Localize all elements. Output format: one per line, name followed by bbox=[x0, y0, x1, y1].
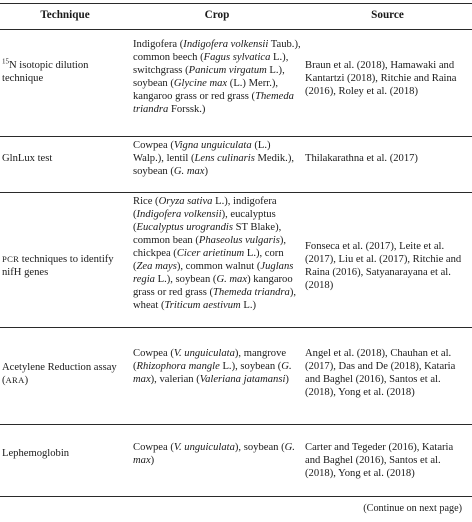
species-name: Cicer arietinum bbox=[176, 248, 245, 259]
species-name: Vigna unguiculata bbox=[173, 140, 252, 151]
species-name: V. unguiculata bbox=[173, 442, 235, 453]
species-name: Rhizophora mangle bbox=[136, 361, 220, 372]
table-row-crop bbox=[133, 195, 301, 312]
table-row-crop bbox=[133, 139, 301, 178]
crop-text: ) bbox=[204, 166, 209, 177]
crop-text: ), chickpea ( bbox=[133, 235, 287, 259]
row-divider bbox=[0, 424, 472, 425]
header-crop: Crop bbox=[204, 9, 230, 21]
crop-text: ), wheat ( bbox=[133, 287, 297, 311]
species-name: G. max bbox=[133, 361, 292, 385]
header-rule bbox=[0, 29, 472, 30]
crop-text: Forssk.) bbox=[168, 104, 206, 115]
species-name: Themeda triandra bbox=[133, 91, 294, 115]
species-name: Triticum aestivum bbox=[164, 300, 241, 311]
crop-text: ), common walnut ( bbox=[176, 261, 261, 272]
header-source: Source bbox=[371, 9, 404, 21]
crop-text: ) bbox=[285, 374, 289, 385]
species-name: Panicum virgatum bbox=[188, 65, 267, 76]
table-row-crop bbox=[133, 441, 301, 467]
species-name: G. max bbox=[173, 166, 205, 177]
superscript: 15 bbox=[2, 57, 9, 66]
species-name: Themeda triandra bbox=[213, 287, 290, 298]
crop-text: ), valerian ( bbox=[150, 374, 200, 385]
row-divider bbox=[0, 327, 472, 328]
table-row-crop bbox=[133, 347, 301, 386]
crop-text: ), mangrove ( bbox=[133, 348, 287, 372]
crop-text: Cowpea ( bbox=[133, 442, 174, 453]
crop-text: ) kangaroo grass or red grass ( bbox=[133, 274, 293, 298]
crop-text: Taub.), common beech ( bbox=[133, 39, 301, 63]
crop-text: L.), switchgrass ( bbox=[133, 52, 289, 76]
species-name: G. max bbox=[133, 442, 295, 466]
crop-text: L.) bbox=[240, 300, 256, 311]
crop-text: Indigofera ( bbox=[133, 39, 184, 50]
species-name: V. unguiculata bbox=[173, 348, 235, 359]
table-row-technique: Acetylene Reduction assay (ARA) bbox=[2, 362, 117, 386]
table-row-technique: GlnLux test bbox=[2, 153, 53, 164]
crop-text: Cowpea ( bbox=[133, 140, 174, 151]
species-name: Indigofera volkensii bbox=[136, 209, 222, 220]
species-name: G. max bbox=[216, 274, 248, 285]
crop-text: L.), soybean ( bbox=[154, 274, 217, 285]
header-technique: Technique bbox=[40, 9, 90, 21]
table-row-technique: $^{15}$N isotopic dilution technique bbox=[2, 57, 89, 84]
species-name: Oryza sativa bbox=[158, 196, 213, 207]
table-row-source: Carter and Tegeder (2016), Kataria and Baghel (2016), Santos et al. (2018), Yong et al. (2018) bbox=[305, 442, 454, 479]
crop-text: Medik.), soybean ( bbox=[133, 153, 294, 177]
table-top-rule bbox=[0, 3, 472, 4]
table-row-source: Braun et al. (2018), Hamawaki and Kantartzi (2018), Ritchie and Raina (2016), Roley et al. (2018) bbox=[305, 60, 457, 97]
crop-text: Cowpea ( bbox=[133, 348, 174, 359]
crop-text: (L.) Merr.), kangaroo grass or red grass ( bbox=[133, 78, 279, 102]
species-name: Glycine max bbox=[173, 78, 228, 89]
species-name: Juglans regia bbox=[133, 261, 294, 285]
species-name: Phaseolus vulgaris bbox=[198, 235, 280, 246]
table-row-source: Thilakarathna et al. (2017) bbox=[305, 153, 418, 164]
continuation-note: (Continue on next page) bbox=[363, 503, 462, 514]
table-row-source: Angel et al. (2018), Chauhan et al. (2017), Das and De (2018), Kataria and Baghel (2016), Santos et al. (2018), Yong et al. (2018) bbox=[305, 348, 456, 398]
species-name: Zea mays bbox=[136, 261, 177, 272]
species-name: Indigofera volkensii bbox=[183, 39, 269, 50]
abbreviation: PCR bbox=[2, 254, 20, 264]
table-row-crop bbox=[133, 38, 301, 116]
crop-text: ), eucalyptus ( bbox=[133, 209, 276, 233]
crop-text: (L.) Walp.), lentil ( bbox=[133, 140, 271, 164]
crop-text: L.), soybean ( bbox=[133, 65, 285, 89]
species-name: Fagus sylvatica bbox=[203, 52, 271, 63]
crop-text: ), soybean ( bbox=[234, 442, 285, 453]
crop-text: ST Blake), common bean ( bbox=[133, 222, 282, 246]
species-name: Valeriana jatamansi bbox=[199, 374, 286, 385]
crop-text: Rice ( bbox=[133, 196, 159, 207]
species-name: Lens culinaris bbox=[194, 153, 255, 164]
table-bottom-rule bbox=[0, 496, 472, 497]
species-name: Eucalyptus urograndis bbox=[136, 222, 233, 233]
row-divider bbox=[0, 192, 472, 193]
abbreviation: ARA bbox=[5, 375, 25, 385]
row-divider bbox=[0, 136, 472, 137]
crop-text: L.), indigofera ( bbox=[133, 196, 277, 220]
table-row-technique: PCR techniques to identify nifH genes bbox=[2, 254, 114, 278]
crop-text: L.), soybean ( bbox=[219, 361, 282, 372]
crop-text: L.), corn ( bbox=[133, 248, 284, 272]
table-row-technique: Lephemoglobin bbox=[2, 448, 70, 459]
crop-text: ) bbox=[150, 455, 155, 466]
table-row-source: Fonseca et al. (2017), Leite et al. (2017), Liu et al. (2017), Ritchie and Raina (2016), Satyanarayana et al. (2018) bbox=[305, 241, 462, 291]
